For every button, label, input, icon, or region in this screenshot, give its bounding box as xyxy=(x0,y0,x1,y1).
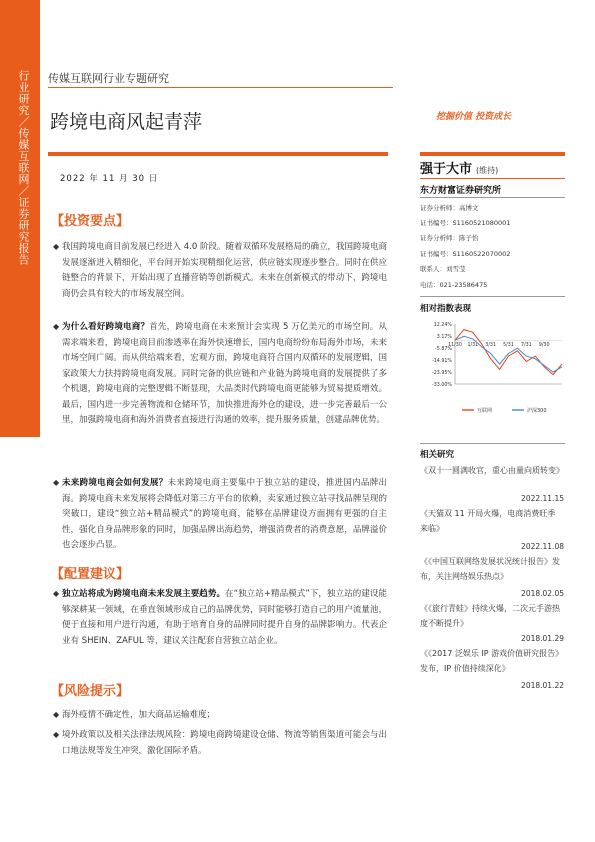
y-tick-label: 12.24% xyxy=(433,323,452,328)
analyst-1-cert: 证书编号：S1160521080001 xyxy=(420,219,511,227)
research-institute: 东方财富证券研究所 xyxy=(420,186,502,196)
research-divider xyxy=(420,443,565,444)
institute-divider xyxy=(420,197,565,198)
header-divider xyxy=(48,87,393,88)
invest-paragraph-3 xyxy=(62,476,387,554)
title-divider xyxy=(48,152,388,156)
invest-p2-lead: 为什么看好跨境电商？ xyxy=(62,322,150,332)
research-item-3[interactable]: 《《中国互联网络发展状况统计报告》发布，关注网络娱乐热点》 xyxy=(420,557,560,581)
analyst-2: 证券分析师：陈子怡 xyxy=(420,234,479,242)
series-line-1 xyxy=(455,330,562,375)
y-tick-label: -5.87% xyxy=(435,347,452,353)
legend-label: 互联网 xyxy=(477,408,493,414)
related-research-heading: 相关研究 xyxy=(420,450,455,460)
page-title: 跨境电商风起青萍 xyxy=(50,111,203,133)
invest-paragraph-1: 我国跨境电商目前发展已经进入 4.0 阶段。随着双循环发展格局的确立，我国跨境电商发展逐渐进入精细化，平台间开始实现精细化运营，供应链实现逐步整合。同时在供应链整合的背景下，开始出现了直播营销等创新模式。未来在创新模式的带动下，跨境电商仍会具有较大的市场发展空间。 xyxy=(62,242,387,299)
bullet-icon: ◆ xyxy=(53,478,60,487)
analyst-2-cert: 证书编号：S1160522070002 xyxy=(420,250,511,258)
relative-index-chart xyxy=(417,320,567,425)
research-date-2: 2022.11.08 xyxy=(521,542,564,551)
right-title-divider xyxy=(420,152,565,156)
config-p1-lead: 独立站将成为跨境电商未来发展主要趋势。 xyxy=(62,589,226,599)
x-tick-label: 7/31 xyxy=(520,343,532,349)
section-heading-invest: 【投资要点】 xyxy=(51,214,130,229)
contact-phone: 电话：021-23586475 xyxy=(420,281,488,289)
x-tick-label: 11/30 xyxy=(448,343,462,349)
research-date-3: 2018.02.05 xyxy=(521,589,564,598)
research-item-4[interactable]: 《《旅行青蛙》持续火爆，二次元手游热度不断提升》 xyxy=(420,604,560,628)
y-tick-label: 3.17% xyxy=(436,335,452,341)
risk-paragraph-1: 海外疫情不确定性，加大商品运输难度； xyxy=(62,710,216,720)
research-item-2[interactable]: 《天猫双 11 开局火爆，电商消费旺季来临》 xyxy=(420,509,556,533)
invest-p2-body: 首先，跨境电商在未来预计会实现 5 万亿美元的市场空间。从需求端来看，跨境电商目前渗透率在海外快速增长，国内电商纷纷布局海外市场，未来市场空间广阔。而从供给端来看，宏观方面，跨境电商符合国内双循环的发展逻辑，国家政策大力扶持跨境电商发展。同时完备的供应链和产业链为跨境电商的发展提供了多个机遇，跨境电商的完整逻辑不断显现，大品类时代跨境电商更能够为贸易提质增效。最后，国内进一步完善物流和仓储环节，加快推进海外仓的建设，进一步完善最后一公里，加强跨境电商和海外消费者直接进行沟通的效率，提升服务质量，创建品牌优势。 xyxy=(62,322,387,425)
research-item-1[interactable]: 《双十一圆满收官，重心由量向质转变》 xyxy=(420,466,564,475)
sidebar-band xyxy=(0,0,40,437)
report-date: 2022 年 11 月 30 日 xyxy=(60,174,159,184)
section-heading-config: 【配置建议】 xyxy=(51,567,130,582)
bullet-icon: ◆ xyxy=(53,710,60,719)
sidebar-category-text: 行业研究／传媒互联网／证券研究报告 xyxy=(17,70,30,266)
company-slogan: 挖掘价值 投资成长 xyxy=(436,112,512,122)
bullet-icon: ◆ xyxy=(53,322,60,331)
config-paragraph xyxy=(62,587,387,649)
invest-paragraph-2 xyxy=(62,320,387,429)
y-tick-label: -23.95% xyxy=(431,370,452,376)
bullet-icon: ◆ xyxy=(53,589,60,598)
risk-paragraph-2: 境外政策以及相关法律法规风险：跨境电商跨境建设仓储、物流等销售渠道可能会与出口地法规等发生冲突，激化国际矛盾。 xyxy=(62,730,387,756)
chart-heading: 相对指数表现 xyxy=(420,304,472,314)
contact-person: 联系人：刘雪莹 xyxy=(420,265,466,273)
x-tick-label: 3/31 xyxy=(485,343,497,349)
x-tick-label: 1/31 xyxy=(467,343,479,349)
research-date-1: 2022.11.15 xyxy=(521,494,564,503)
legend-label: 沪深300 xyxy=(527,408,547,414)
report-series: 传媒互联网行业专题研究 xyxy=(48,72,169,85)
invest-p3-lead: 未来跨境电商会如何发展？ xyxy=(62,478,168,488)
bullet-icon: ◆ xyxy=(53,730,60,739)
research-date-5: 2018.01.22 xyxy=(521,681,564,690)
rating-divider xyxy=(420,178,565,179)
research-date-4: 2018.01.29 xyxy=(521,634,564,643)
section-heading-risk: 【风险提示】 xyxy=(51,684,130,699)
x-tick-label: 9/30 xyxy=(538,343,550,349)
bullet-icon: ◆ xyxy=(53,242,60,251)
analyst-1: 证券分析师：高博文 xyxy=(420,204,479,212)
y-tick-label: -14.91% xyxy=(431,359,452,365)
y-tick-label: -33.00% xyxy=(431,383,452,388)
x-tick-label: 5/31 xyxy=(503,343,514,349)
config-p1-body: 在“独立站+精品模式”下，独立站的建设能够深耕某一领域，在垂直领域形成自己的品牌优势，同时能够打造自己的用户流量池，便于直接和用户进行沟通，有助于培育自身的品牌同时提升自身的品牌影响力。代表企业有 SHEIN、ZAFUL 等，建议关注配套自营独立站企业。 xyxy=(62,589,387,646)
chart-divider xyxy=(420,296,565,297)
industry-rating: 强于大市 (维持) xyxy=(420,162,499,177)
research-item-5[interactable]: 《《2017 泛娱乐 IP 游戏价值研究报告》发布，IP 价值持续深化》 xyxy=(420,649,560,673)
series-line-2 xyxy=(455,336,562,372)
invest-p3-body: 未来跨境电商主要集中于独立站的建设，推进国内品牌出海。跨境电商未来发展将会降低对第三方平台的依赖，卖家通过独立站寻找品牌呈现的突破口，建设“独立站+精品模式”的跨境电商，能够在品牌建设方面拥有更强的自主性，强化自身品牌形象的同时，加强品牌出海趋势，增强消费者的消费意愿，品牌溢价也会逐步凸显。 xyxy=(62,478,387,550)
